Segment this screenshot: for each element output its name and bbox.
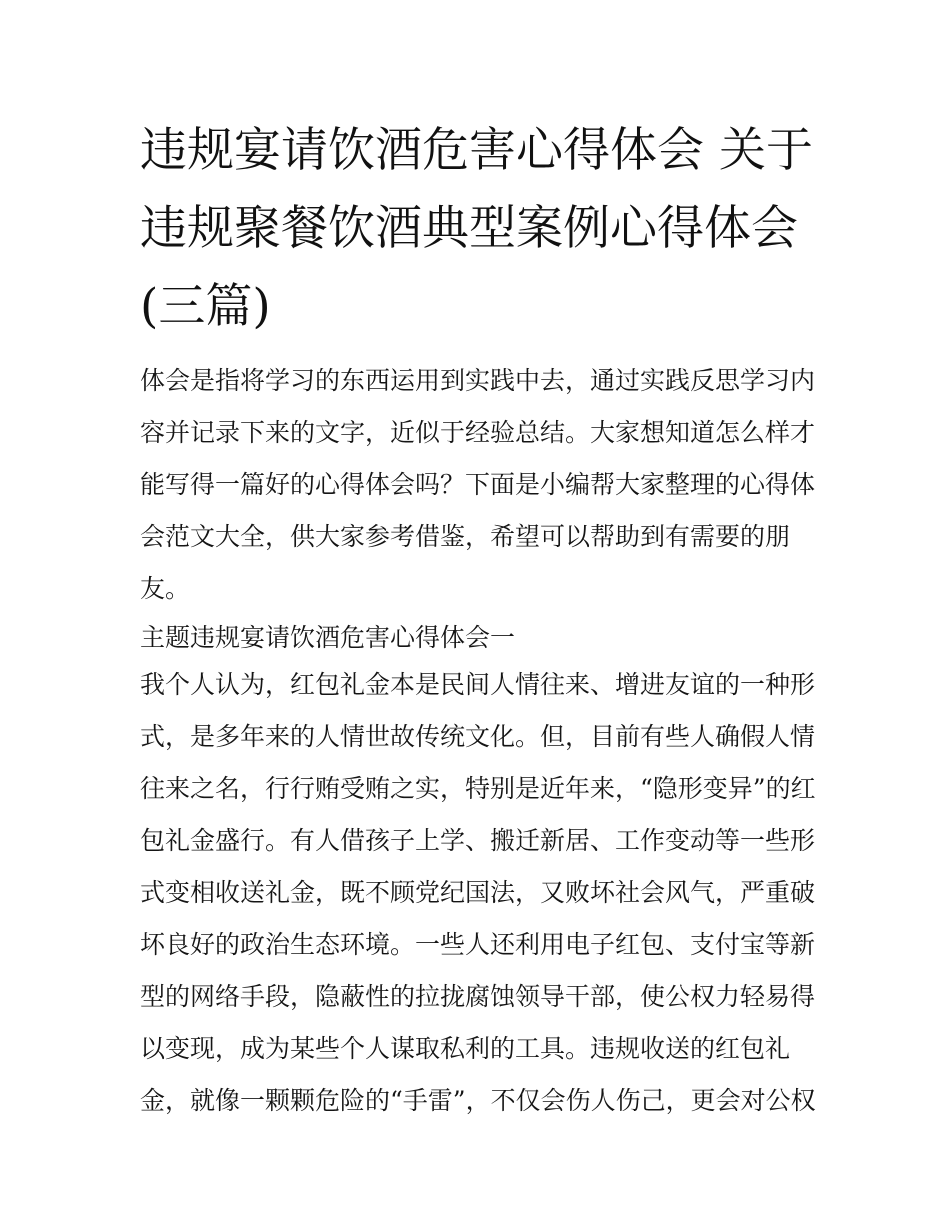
body-paragraph: 我个人认为，红包礼金本是民间人情往来、增进友谊的一种形式，是多年来的人情世故传统文化。但，目前有些人确假人情往来之名，行行贿受贿之实，特别是近年来，“隐形变异”的红包礼金盛行。有人借孩子上学、搬迁新居、工作变动等一些形式变相收送礼金，既不顾党纪国法，又败坏社会风气，严重破坏良好的政治生态环境。一些人还利用电子红包、支付宝等新型的网络手段，隐蔽性的拉拢腐蚀领导干部，使公权力轻易得以变现，成为某些个人谋取私利的工具。违规收送的红包礼金，就像一颗颗危险的“手雷”，不仅会伤人伤己，更会对公权 xyxy=(140,670,816,1115)
section-heading: 主题违规宴请饮酒危害心得体会一 xyxy=(140,623,516,652)
document-title: 违规宴请饮酒危害心得体会 关于违规聚餐饮酒典型案例心得体会(三篇) xyxy=(140,123,813,334)
intro-paragraph: 体会是指将学习的东西运用到实践中去，通过实践反思学习内容并记录下来的文字，近似于经验总结。大家想知道怎么样才能写得一篇好的心得体会吗？下面是小编帮大家整理的心得体会范文大全，供大家参考借鉴，希望可以帮助到有需要的朋友。 xyxy=(140,366,816,603)
